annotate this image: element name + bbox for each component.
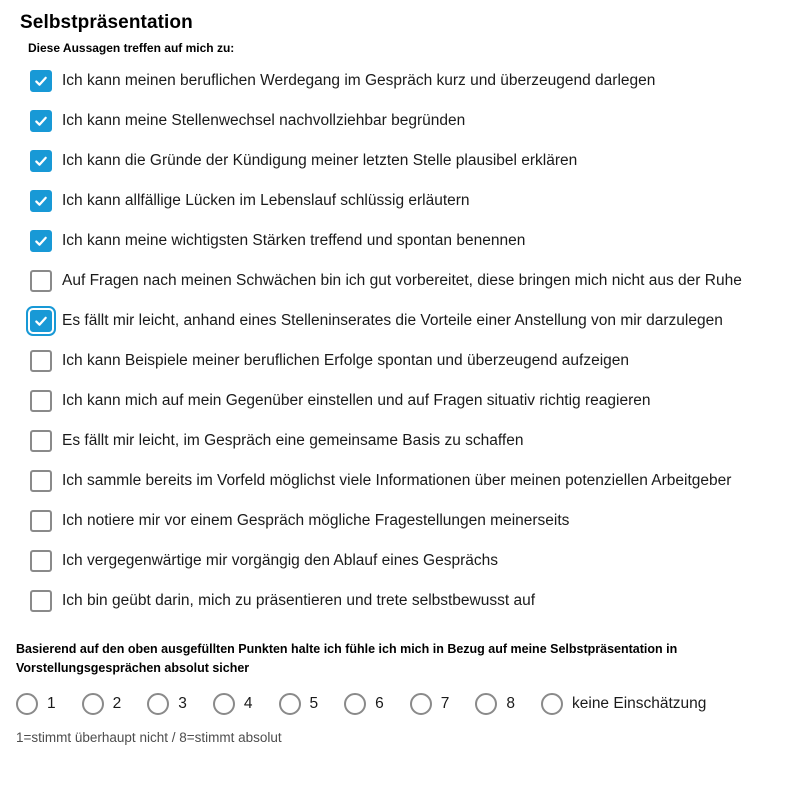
checklist-item[interactable]	[30, 188, 773, 214]
rating-option-label: 8	[506, 695, 515, 712]
checkbox[interactable]	[30, 70, 52, 92]
rating-option-label: keine Einschätzung	[572, 695, 707, 712]
checklist-item[interactable]	[30, 108, 773, 134]
checklist-item-label: Ich kann meine Stellenwechsel nachvollziehbar begründen	[62, 112, 466, 129]
rating-option[interactable]	[147, 693, 187, 715]
page-title: Selbstpräsentation	[20, 12, 193, 33]
checkmark-icon	[33, 113, 49, 129]
rating-scale	[16, 693, 773, 715]
checklist-item[interactable]	[30, 228, 773, 254]
checklist-item-label: Ich notiere mir vor einem Gespräch mögliche Fragestellungen meinerseits	[62, 512, 570, 529]
radio-button[interactable]	[82, 693, 104, 715]
rating-option-label: 5	[309, 695, 319, 712]
checkbox[interactable]	[30, 470, 52, 492]
checkbox[interactable]	[30, 270, 52, 292]
radio-button[interactable]	[16, 693, 38, 715]
radio-button[interactable]	[279, 693, 301, 715]
checklist	[30, 68, 773, 614]
checklist-item-label: Auf Fragen nach meinen Schwächen bin ich gut vorbereitet, diese bringen mich nicht aus der Ruhe	[62, 272, 742, 289]
rating-option-label: 3	[178, 695, 187, 712]
rating-option[interactable]	[213, 693, 253, 715]
checkbox[interactable]	[30, 430, 52, 452]
checklist-item[interactable]	[30, 268, 773, 294]
radio-button[interactable]	[213, 693, 235, 715]
checkmark-icon	[33, 313, 49, 329]
checklist-item-label: Ich kann meine wichtigsten Stärken treffend und spontan benennen	[62, 232, 526, 249]
checklist-item[interactable]	[30, 548, 773, 574]
rating-option-label: 7	[440, 695, 450, 712]
checklist-item-label: Ich sammle bereits im Vorfeld möglichst viele Informationen über meinen potenziellen Arbeitgeber	[62, 472, 732, 489]
checklist-item[interactable]	[30, 428, 773, 454]
checkbox[interactable]	[30, 590, 52, 612]
rating-option-label: 4	[243, 695, 253, 712]
rating-legend: 1=stimmt überhaupt nicht / 8=stimmt absolut	[16, 730, 282, 745]
checklist-item-label: Ich kann die Gründe der Kündigung meiner letzten Stelle plausibel erklären	[62, 152, 578, 169]
checkbox[interactable]	[30, 350, 52, 372]
checkmark-icon	[33, 153, 49, 169]
checkbox[interactable]	[30, 550, 52, 572]
radio-button[interactable]	[475, 693, 497, 715]
rating-option[interactable]	[475, 693, 515, 715]
checklist-item-label: Es fällt mir leicht, im Gespräch eine gemeinsame Basis zu schaffen	[62, 432, 524, 449]
checklist-item-label: Ich kann mich auf mein Gegenüber einstellen und auf Fragen situativ richtig reagieren	[62, 392, 651, 409]
checklist-item-label: Ich kann allfällige Lücken im Lebenslauf schlüssig erläutern	[62, 192, 470, 209]
checkbox[interactable]	[30, 230, 52, 252]
checkmark-icon	[33, 193, 49, 209]
checklist-item[interactable]	[30, 588, 773, 614]
radio-button[interactable]	[541, 693, 563, 715]
checklist-item-label: Ich kann Beispiele meiner beruflichen Erfolge spontan und überzeugend aufzeigen	[62, 352, 629, 369]
checkmark-icon	[33, 233, 49, 249]
checklist-item[interactable]	[30, 468, 773, 494]
checklist-item[interactable]	[30, 348, 773, 374]
checkmark-icon	[33, 73, 49, 89]
radio-button[interactable]	[147, 693, 169, 715]
rating-option[interactable]	[82, 693, 122, 715]
checklist-prompt: Diese Aussagen treffen auf mich zu:	[28, 41, 235, 55]
checklist-item-label: Ich vergegenwärtige mir vorgängig den Ablauf eines Gesprächs	[62, 552, 498, 569]
checkbox[interactable]	[30, 190, 52, 212]
checkbox[interactable]	[30, 150, 52, 172]
checklist-item-label: Ich bin geübt darin, mich zu präsentieren und trete selbstbewusst auf	[62, 592, 536, 609]
rating-option[interactable]	[279, 693, 319, 715]
rating-option-no-assessment[interactable]	[541, 693, 706, 715]
checkbox[interactable]	[30, 510, 52, 532]
rating-option[interactable]	[410, 693, 450, 715]
checklist-item[interactable]	[30, 308, 773, 334]
checklist-item-label: Ich kann meinen beruflichen Werdegang im Gespräch kurz und überzeugend darlegen	[62, 72, 656, 89]
rating-option-label: 2	[112, 695, 122, 712]
rating-prompt: Basierend auf den oben ausgefüllten Punkten halte ich fühle ich mich in Bezug auf meine Selbstpräsentation in Vorstellungsgesprächen absolut sicher	[16, 642, 678, 675]
checklist-item[interactable]	[30, 508, 773, 534]
radio-button[interactable]	[344, 693, 366, 715]
checklist-item[interactable]	[30, 68, 773, 94]
checklist-item[interactable]	[30, 148, 773, 174]
checkbox[interactable]	[30, 390, 52, 412]
radio-button[interactable]	[410, 693, 432, 715]
checkbox[interactable]	[30, 310, 52, 332]
rating-option[interactable]	[16, 693, 56, 715]
checklist-item-label: Es fällt mir leicht, anhand eines Stelleninserates die Vorteile einer Anstellung von mir darzulegen	[62, 312, 723, 329]
checklist-item[interactable]	[30, 388, 773, 414]
checkbox[interactable]	[30, 110, 52, 132]
rating-option-label: 1	[47, 695, 56, 712]
rating-option[interactable]	[344, 693, 384, 715]
rating-option-label: 6	[375, 695, 384, 712]
